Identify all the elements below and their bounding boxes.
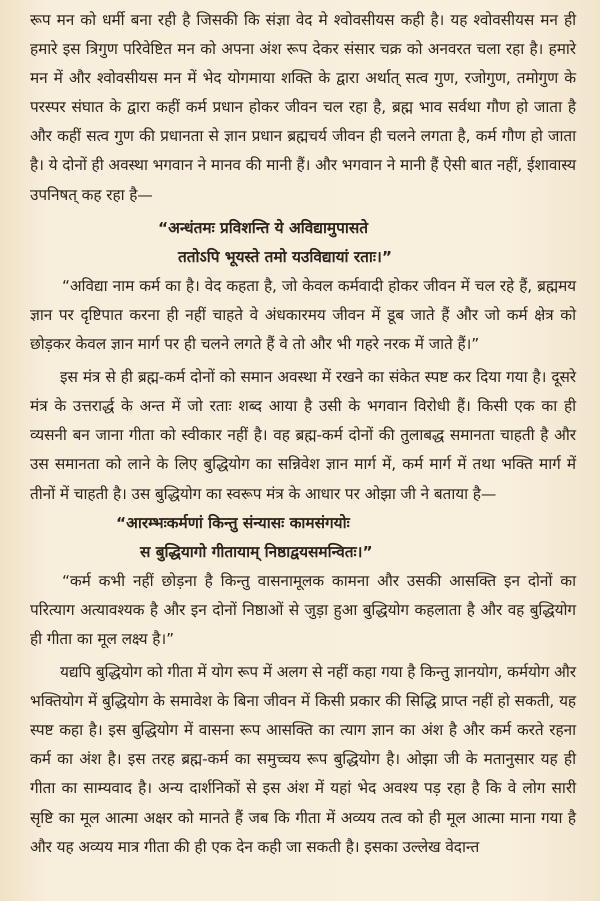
quote-2: “कर्म कभी नहीं छोड़ना है किन्तु वासनामूलक कामना और उसकी आसक्ति इन दोनों का परित्याग अत्यावश्यक है और इन दोनों निष्ठाओं से जुड़ा हुआ बुद्धियोग कहलाता है और वह बुद्धियोग ही गीता का मूल लक्ष्य है।”	[30, 571, 576, 648]
paragraph-1: रूप मन को धर्मी बना रही है जिसकी कि संज्ञा वेद मे श्वोवसीयस कही है। यह श्वोवसीयस मन ही हमारे इस त्रिगुण परिवेष्टित मन को अपना अंश रूप देकर संसार चक्र को अनवरत चला रहा है। हमारे मन में और श्वोवसीयस मन में भेद योगमाया शक्ति के द्वारा अर्थात् सत्व गुण, रजोगुण, तमोगुण के परस्पर संघात के द्वारा कहीं कर्म प्रधान होकर जीवन चल रहा है, ब्रह्म भाव सर्वथा गौण हो जाता है और कहीं सत्व गुण की प्रधानता से ज्ञान प्रधान ब्रह्मचर्य जीवन ही चलने लगता है, कर्म गौण हो जाता है। ये दोनों ही अवस्था भगवान ने मानव की मानी हैं। और भगवान ने मानी हैं ऐसी बात नहीं, ईशावास्य उपनिषत् कह रहा है—	[30, 11, 576, 204]
paragraph-3: यद्यपि बुद्धियोग को गीता में योग रूप में अलग से नहीं कहा गया है किन्तु ज्ञानयोग, कर्मयोग और भक्तियोग में बुद्धियोग के समावेश के बिना जीवन में किसी प्रकार की सिद्धि प्राप्त नहीं हो सकती, यह स्पष्ट कहा है। इस बुद्धियोग में वासना रूप आसक्ति का त्याग ज्ञान का अंश है और कर्म करते रहना कर्म का अंश है। इस तरह ब्रह्म-कर्म का समुच्चय रूप बुद्धियोग है। ओझा जी के मतानुसार यह ही गीता का साम्यवाद है। अन्य दार्शनिकों से इस अंश में यहां भेद अवश्य पड़ रहा है कि वे लोग सारी सृष्टि का मूल आत्मा अक्षर को मानते हैं जब कि गीता में अव्यय तत्व को ही मूल आत्मा माना गया है और यह अव्यय मात्र गीता की ही एक देन कही जा सकती है। इसका उल्लेख वेदान्त	[30, 663, 576, 856]
verse-2-line-2: स बुद्धियागो गीतायाम् निष्ठाद्वयसमन्वितः।”	[140, 542, 373, 561]
paragraph-2: इस मंत्र से ही ब्रह्म-कर्म दोनों को समान अवस्था में रखने का संकेत स्पष्ट कर दिया गया है। दूसरे मंत्र के उत्तरार्द्ध के अन्त में जो रताः शब्द आया है उसी के भगवान विरोधी हैं। किसी एक का ही व्यसनी बन जाना गीता को स्वीकार नहीं है। वह ब्रह्म-कर्म दोनों की तुलाबद्ध समानता चाहती है और उस समानता को लाने के लिए बुद्धियोग का सन्निवेश ज्ञान मार्ग में, कर्म मार्ग में तथा भक्ति मार्ग में तीनों में चाहती है। उस बुद्धियोग का स्वरूप मंत्र के आधार पर ओझा जी ने बताया है—	[30, 368, 576, 503]
quote-1: “अविद्या नाम कर्म का है। वेद कहता है, जो केवल कर्मवादी होकर जीवन में चल रहे हैं, ब्रह्ममय ज्ञान पर दृष्टिपात करना ही नहीं चाहते वे अंधकारमय जीवन में डूब जाते हैं और जो कर्म क्षेत्र को छोड़कर केवल ज्ञान मार्ग पर ही चलने लगते हैं वे तो और भी गहरे नरक में जाते हैं।”	[30, 276, 576, 354]
verse-1-line-1: “अन्धंतमः प्रविशन्ति ये अविद्यामुपासते	[158, 218, 369, 237]
verse-2-line-1: “आरम्भःकर्मणां किन्तु संन्यासः कामसंगयोः	[116, 513, 350, 532]
verse-1-line-2: ततोऽपि भूयस्ते तमो यउविद्यायां रताः।”	[178, 247, 392, 266]
